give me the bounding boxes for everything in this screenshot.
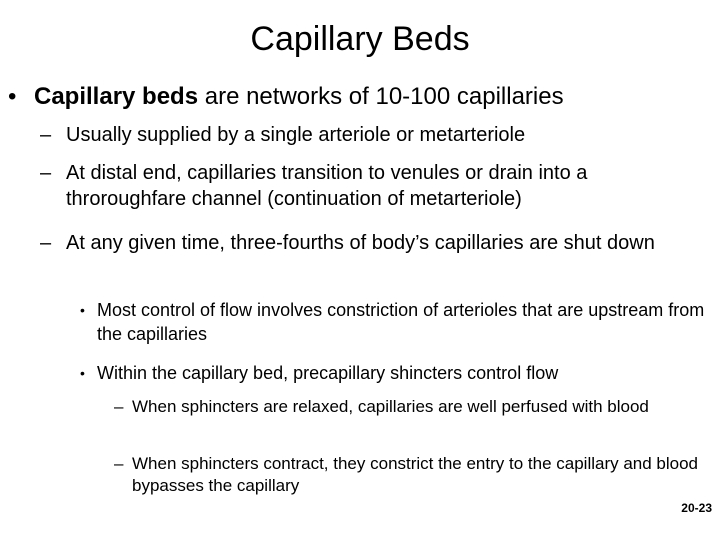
sub-bullet-text: At distal end, capillaries transition to venules or drain into a throroughfare channel (continuation of metarteriole) <box>66 162 588 210</box>
dash-icon: – <box>114 454 124 473</box>
bullet-text-rest: are networks of 10-100 capillaries <box>198 83 564 110</box>
level4-bullet-text: When sphincters contract, they constrict the entry to the capillary and blood bypasses the capillary <box>132 454 699 495</box>
bullet-dot-icon: • <box>80 302 85 318</box>
bullet-dot-icon: • <box>8 83 17 110</box>
slide-number: 20-23 <box>681 501 712 515</box>
bullet-text <box>8 82 708 112</box>
dash-icon: – <box>40 162 52 184</box>
sub-bullet-text: At any given time, three-fourths of body’s capillaries are shut down <box>66 232 655 254</box>
level4-bullet-relaxed <box>114 396 710 418</box>
dash-icon: – <box>114 397 124 416</box>
sub-sub-bullet-text: Most control of flow involves constriction of arterioles that are upstream from the capillaries <box>97 300 705 344</box>
sub-sub-bullet-sphincters <box>80 361 710 385</box>
slide-title: Capillary Beds <box>250 20 470 58</box>
level4-bullet-text: When sphincters are relaxed, capillaries are well perfused with blood <box>132 397 649 416</box>
sub-bullet-supply <box>40 122 710 148</box>
sub-bullet-text: Usually supplied by a single arteriole or metarteriole <box>66 124 526 146</box>
bold-term: Capillary beds <box>34 83 199 110</box>
sub-bullet-distal-end <box>40 160 710 212</box>
bullet-capillary-beds <box>8 82 708 112</box>
sub-sub-bullet-arterioles <box>80 298 710 346</box>
dash-icon: – <box>40 124 52 146</box>
sub-sub-bullet-text: Within the capillary bed, precapillary shincters control flow <box>97 363 559 383</box>
bullet-dot-icon: • <box>80 365 85 381</box>
dash-icon: – <box>40 232 52 254</box>
sub-bullet-shut-down <box>40 230 710 256</box>
level4-bullet-contract <box>114 453 710 497</box>
